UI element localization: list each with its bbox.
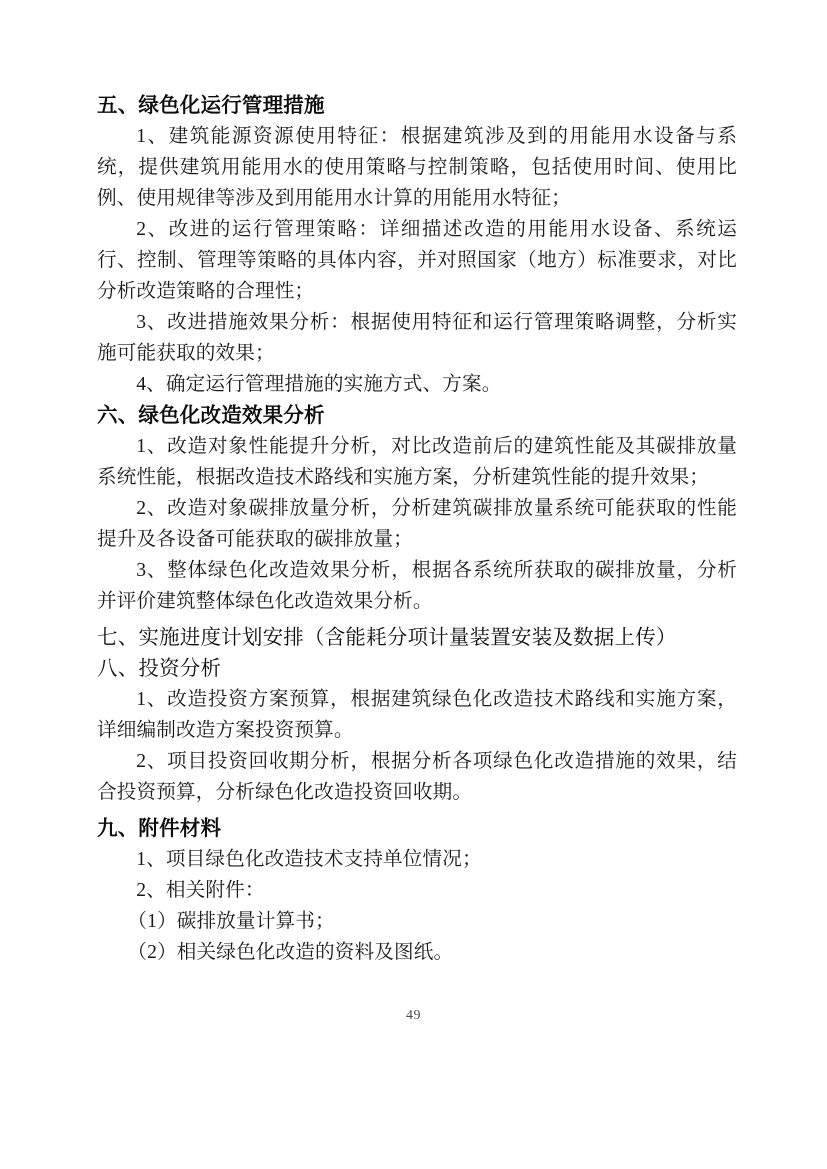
section-8-item-1: 1、改造投资方案预算，根据建筑绿色化改造技术路线和实施方案，详细编制改造方案投资预算。: [97, 689, 737, 741]
section-5-item-4: 4、确定运行管理措施的实施方式、方案。: [136, 374, 502, 395]
section-5-item-2: 2、改进的运行管理策略：详细描述改造的用能用水设备、系统运行、控制、管理等策略的具体内容，并对照国家（地方）标准要求，对比分析改造策略的合理性；: [97, 219, 737, 302]
section-heading-7: 七、实施进度计划安排（含能耗分项计量装置安装及数据上传）: [97, 626, 677, 649]
section-9-subitem-2: （2）相关绿色化改造的资料及图纸。: [127, 942, 454, 963]
page-number: 49: [406, 1008, 421, 1023]
section-5-item-1: 1、建筑能源资源使用特征：根据建筑涉及到的用能用水设备与系统，提供建筑用能用水的使用策略与控制策略，包括使用时间、使用比例、使用规律等涉及到用能用水计算的用能用水特征；: [97, 126, 737, 209]
section-8-item-2: 2、项目投资回收期分析，根据分析各项绿色化改造措施的效果，结合投资预算，分析绿色化改造投资回收期。: [97, 751, 737, 803]
section-heading-9: 九、附件材料: [97, 817, 222, 840]
section-heading-8: 八、投资分析: [97, 657, 222, 680]
section-heading-5: 五、绿色化运行管理措施: [97, 94, 325, 117]
section-heading-6: 六、绿色化改造效果分析: [97, 404, 325, 427]
section-6-item-1: 1、改造对象性能提升分析，对比改造前后的建筑性能及其碳排放量系统性能，根据改造技术路线和实施方案，分析建筑性能的提升效果；: [97, 436, 737, 488]
section-6-item-2: 2、改造对象碳排放量分析，分析建筑碳排放量系统可能获取的性能提升及各设备可能获取的碳排放量；: [97, 498, 737, 550]
section-9-item-2: 2、相关附件：: [136, 880, 265, 901]
section-6-item-3: 3、整体绿色化改造效果分析，根据各系统所获取的碳排放量，分析并评价建筑整体绿色化改造效果分析。: [97, 560, 737, 612]
document-body: [97, 90, 737, 968]
section-9-item-1: 1、项目绿色化改造技术支持单位情况；: [136, 849, 482, 870]
section-5-item-3: 3、改进措施效果分析：根据使用特征和运行管理策略调整，分析实施可能获取的效果；: [97, 312, 737, 364]
section-9-subitem-1: （1）碳排放量计算书；: [127, 911, 335, 932]
